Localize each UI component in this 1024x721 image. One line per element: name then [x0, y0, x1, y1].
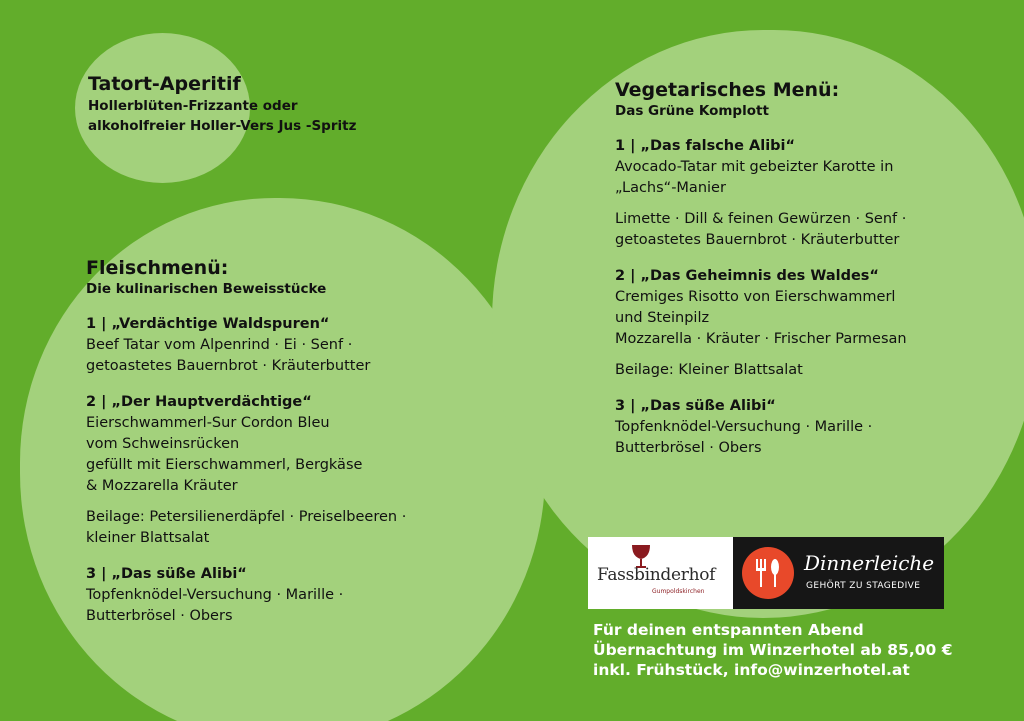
cutlery-icon — [742, 547, 794, 599]
course-line: Avocado-Tatar mit gebeizter Karotte in — [615, 159, 894, 175]
footer-line: Übernachtung im Winzerhotel ab 85,00 € — [593, 641, 953, 659]
dinnerleiche-name: Dinnerleiche — [804, 551, 935, 575]
veg-menu-section — [615, 78, 995, 459]
side-dish-line: Beilage: Petersilienerdäpfel · Preiselbeeren · — [86, 509, 407, 525]
course-extra-line: getoastetes Bauernbrot · Kräuterbutter — [615, 232, 900, 248]
meat-menu-title: Fleischmenü: — [86, 257, 229, 279]
footer-info — [593, 620, 1013, 680]
dinnerleiche-logo — [733, 537, 944, 609]
course-line: Mozzarella · Kräuter · Frischer Parmesan — [615, 331, 907, 347]
footer-line: Für deinen entspannten Abend — [593, 621, 864, 639]
meat-course-1 — [86, 314, 486, 377]
veg-course-1 — [615, 136, 995, 251]
course-heading: 2 | „Der Hauptverdächtige“ — [86, 394, 312, 410]
course-line: „Lachs“-Manier — [615, 180, 726, 196]
course-heading: 1 | „Das falsche Alibi“ — [615, 138, 796, 154]
footer-line: inkl. Frühstück, info@winzerhotel.at — [593, 661, 910, 679]
veg-menu-subtitle: Das Grüne Komplott — [615, 103, 769, 119]
course-heading: 2 | „Das Geheimnis des Waldes“ — [615, 268, 879, 284]
aperitif-section — [88, 72, 418, 136]
course-heading: 3 | „Das süße Alibi“ — [615, 398, 776, 414]
veg-menu-title: Vegetarisches Menü: — [615, 79, 840, 101]
course-line: Beef Tatar vom Alpenrind · Ei · Senf · — [86, 337, 353, 353]
course-line: Cremiges Risotto von Eierschwammerl — [615, 289, 896, 305]
aperitif-line: Hollerblüten-Frizzante oder — [88, 98, 298, 114]
course-extra-line: Beilage: Kleiner Blattsalat — [615, 362, 803, 378]
dinnerleiche-subtitle: GEHÖRT ZU STAGEDIVE — [806, 581, 921, 591]
course-heading: 1 | „Verdächtige Waldspuren“ — [86, 316, 330, 332]
veg-course-2 — [615, 266, 995, 381]
aperitif-title: Tatort-Aperitif — [88, 73, 241, 95]
course-line: Topfenknödel-Versuchung · Marille · — [86, 587, 344, 603]
fassbinderhof-logo — [588, 537, 733, 609]
meat-menu-subtitle: Die kulinarischen Beweisstücke — [86, 281, 327, 297]
fassbinderhof-subtitle: Gumpoldskirchen — [652, 588, 705, 595]
course-line: Butterbrösel · Obers — [615, 440, 762, 456]
course-line: Eierschwammerl-Sur Cordon Bleu — [86, 415, 330, 431]
aperitif-line: alkoholfreier Holler-Vers Jus -Spritz — [88, 118, 357, 134]
course-line: gefüllt mit Eierschwammerl, Bergkäse — [86, 457, 363, 473]
course-line: & Mozzarella Kräuter — [86, 478, 238, 494]
course-extra-line: Limette · Dill & feinen Gewürzen · Senf · — [615, 211, 907, 227]
course-line: und Steinpilz — [615, 310, 710, 326]
meat-menu-section — [86, 256, 486, 627]
fassbinderhof-name: Fassbinderhof — [597, 565, 716, 585]
side-dish-line: kleiner Blattsalat — [86, 530, 210, 546]
partner-logos — [588, 537, 944, 609]
meat-course-2 — [86, 392, 486, 549]
course-heading: 3 | „Das süße Alibi“ — [86, 566, 247, 582]
course-line: Butterbrösel · Obers — [86, 608, 233, 624]
course-line: Topfenknödel-Versuchung · Marille · — [615, 419, 873, 435]
course-line: getoastetes Bauernbrot · Kräuterbutter — [86, 358, 371, 374]
meat-course-3 — [86, 564, 486, 627]
veg-course-3 — [615, 396, 995, 459]
course-line: vom Schweinsrücken — [86, 436, 240, 452]
